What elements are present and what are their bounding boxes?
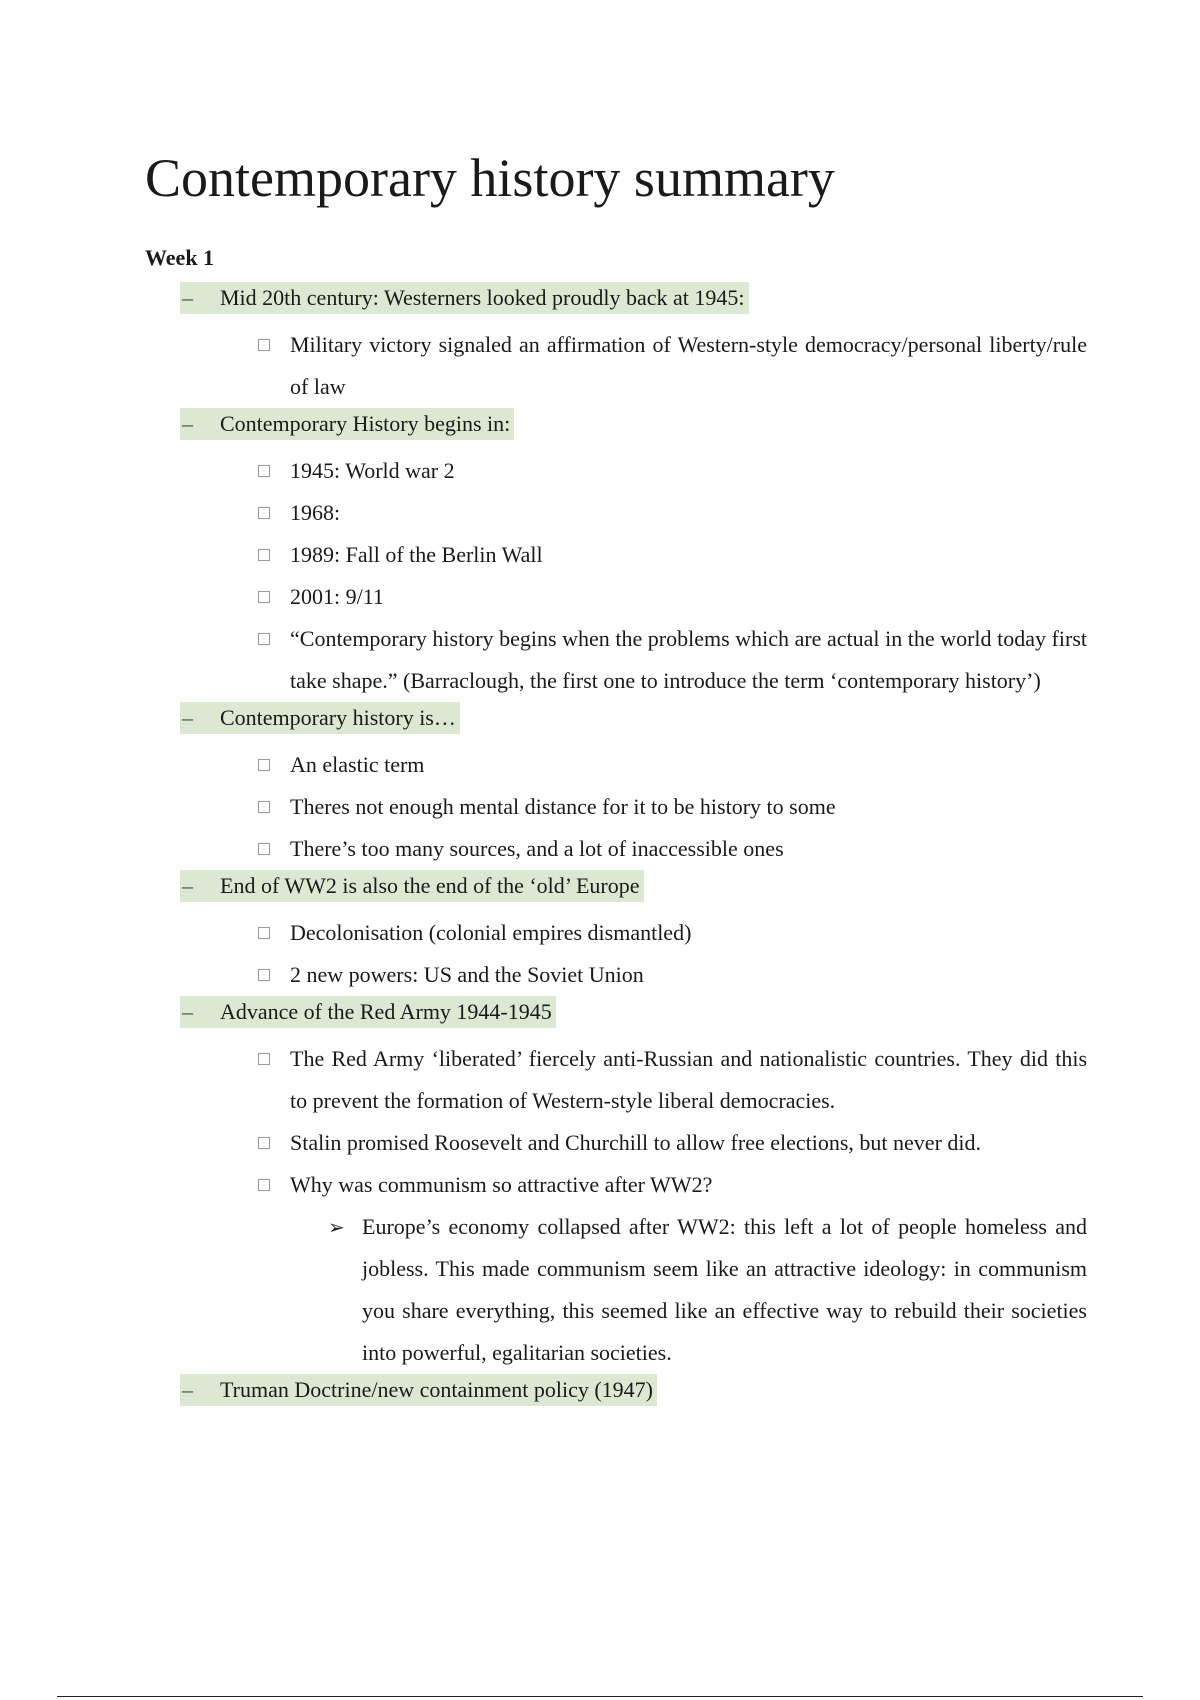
checkbox-bullet-icon [258, 927, 270, 939]
arrow-bullet-icon: ➢ [328, 1215, 345, 1239]
list-item-text: 1968: [290, 500, 341, 525]
list-item [0, 450, 1200, 492]
dash-bullet-icon: – [182, 705, 193, 730]
list-item-text: 1945: World war 2 [290, 458, 455, 483]
checkbox-bullet-icon [258, 591, 270, 603]
section-heading-text: Contemporary history is… [220, 705, 456, 730]
list-item-text: The Red Army ‘liberated’ fiercely anti-Russian and nationalistic countries. They did this to prevent the formation of Western-style liberal democracies. [290, 1046, 1087, 1113]
list-item [0, 534, 1200, 576]
list-item-text: 2 new powers: US and the Soviet Union [290, 962, 644, 987]
highlighted-heading [180, 408, 514, 440]
section-heading-text: End of WW2 is also the end of the ‘old’ Europe [220, 873, 640, 898]
list-item-text: There’s too many sources, and a lot of inaccessible ones [290, 836, 784, 861]
list-item-text: 1989: Fall of the Berlin Wall [290, 542, 543, 567]
section-heading [0, 996, 1200, 1038]
checkbox-bullet-icon [258, 969, 270, 981]
list-item [0, 786, 1200, 828]
dash-bullet-icon: – [182, 1377, 193, 1402]
list-item-text: An elastic term [290, 752, 425, 777]
list-item [0, 576, 1200, 618]
checkbox-bullet-icon [258, 633, 270, 645]
sub-list-item-text: Europe’s economy collapsed after WW2: this left a lot of people homeless and jobless. This made communism seem like an attractive ideology: in communism you share everything, this seemed like an effective way to rebuild their societies into powerful, egalitarian societies. [362, 1214, 1087, 1365]
checkbox-bullet-icon [258, 1179, 270, 1191]
section-heading-text: Advance of the Red Army 1944-1945 [220, 999, 552, 1024]
checkbox-bullet-icon [258, 1137, 270, 1149]
section-heading [0, 408, 1200, 450]
highlighted-heading [180, 996, 556, 1028]
footer-divider [57, 1696, 1143, 1697]
checkbox-bullet-icon [258, 1053, 270, 1065]
list-item [0, 492, 1200, 534]
list-item-text: “Contemporary history begins when the problems which are actual in the world today first take shape.” (Barraclough, the first one to introduce the term ‘contemporary history’) [290, 626, 1087, 693]
highlighted-heading [180, 282, 749, 314]
list-item-text: Why was communism so attractive after WW2? [290, 1172, 713, 1197]
list-item-text: Military victory signaled an affirmation of Western-style democracy/personal liberty/rule of law [290, 332, 1087, 399]
section-heading [0, 1374, 1200, 1416]
list-item [0, 912, 1200, 954]
checkbox-bullet-icon [258, 759, 270, 771]
section-heading [0, 702, 1200, 744]
sub-list-item [0, 1206, 1200, 1374]
section-heading-text: Truman Doctrine/new containment policy (1947) [220, 1377, 653, 1402]
checkbox-bullet-icon [258, 465, 270, 477]
dash-bullet-icon: – [182, 873, 193, 898]
checkbox-bullet-icon [258, 549, 270, 561]
highlighted-heading [180, 702, 460, 734]
checkbox-bullet-icon [258, 507, 270, 519]
list-item [0, 954, 1200, 996]
checkbox-bullet-icon [258, 339, 270, 351]
list-item [0, 828, 1200, 870]
section-heading-text: Contemporary History begins in: [220, 411, 511, 436]
section-heading-text: Mid 20th century: Westerners looked proudly back at 1945: [220, 285, 745, 310]
list-item [0, 1164, 1200, 1206]
page-title: Contemporary history summary [145, 148, 835, 208]
section-heading [0, 870, 1200, 912]
outline-list [0, 282, 1200, 1416]
dash-bullet-icon: – [182, 411, 193, 436]
list-item [0, 1038, 1200, 1122]
week-heading: Week 1 [145, 245, 215, 270]
highlighted-heading [180, 1374, 657, 1406]
list-item [0, 1122, 1200, 1164]
section-heading [0, 282, 1200, 324]
list-item [0, 618, 1200, 702]
dash-bullet-icon: – [182, 285, 193, 310]
checkbox-bullet-icon [258, 801, 270, 813]
list-item-text: Theres not enough mental distance for it to be history to some [290, 794, 836, 819]
dash-bullet-icon: – [182, 999, 193, 1024]
highlighted-heading [180, 870, 644, 902]
checkbox-bullet-icon [258, 843, 270, 855]
list-item [0, 324, 1200, 408]
list-item-text: Decolonisation (colonial empires dismantled) [290, 920, 692, 945]
list-item-text: 2001: 9/11 [290, 584, 384, 609]
list-item-text: Stalin promised Roosevelt and Churchill to allow free elections, but never did. [290, 1130, 982, 1155]
list-item [0, 744, 1200, 786]
